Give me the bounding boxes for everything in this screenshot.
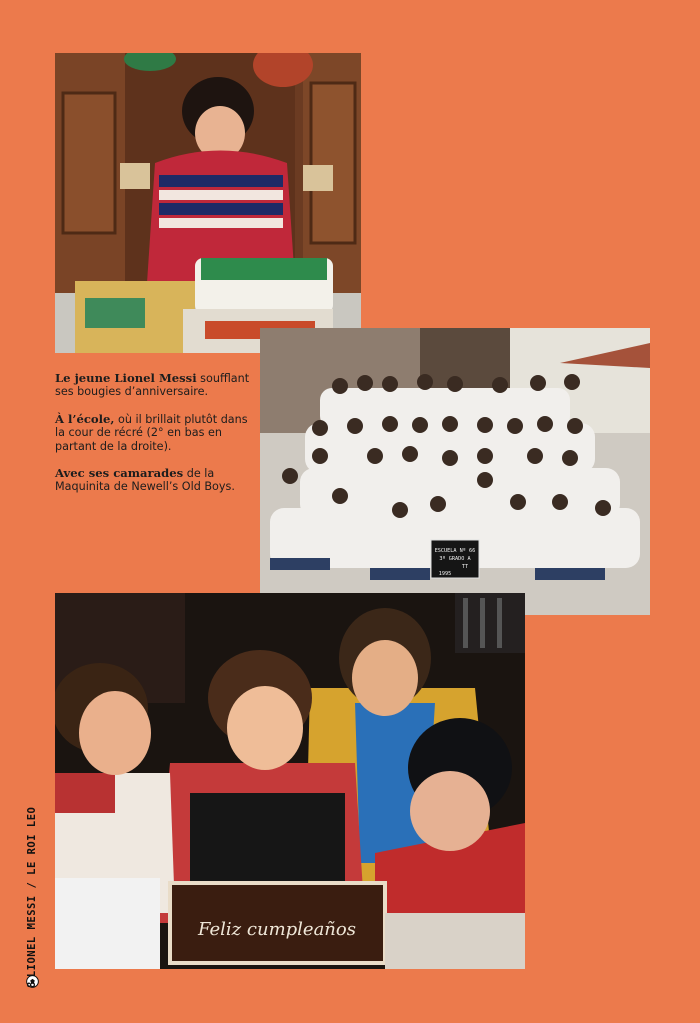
- page-folio: [26, 807, 38, 988]
- caption-school-text: où il brillait plutôt dans la cour de récré (2° en bas en partant de la droite).: [55, 412, 248, 453]
- teammates-photo-image: [55, 593, 525, 969]
- class-sign-line-4: 1995: [438, 571, 452, 577]
- birthday-photo-image: [55, 53, 361, 353]
- birthday-photo: [55, 53, 361, 353]
- caption-birthday: [55, 372, 255, 399]
- class-sign-line-1: ESCUELA Nº 66: [434, 548, 476, 554]
- class-sign-line-2: 3º GRADO A: [439, 556, 471, 562]
- caption-teammates: [55, 467, 255, 494]
- caption-birthday-text: soufflant ses bougies d’anniversaire.: [55, 372, 250, 399]
- caption-birthday-lead: Le jeune Lionel Messi: [55, 371, 197, 385]
- running-title: LIONEL MESSI / LE ROI LEO: [26, 806, 38, 978]
- caption-school: [55, 413, 255, 453]
- photo-captions: [55, 372, 255, 508]
- caption-teammates-lead: Avec ses camarades: [55, 466, 184, 481]
- cake-inscription: Feliz cumpleaños: [198, 919, 356, 940]
- teammates-photo: [55, 593, 525, 969]
- caption-teammates-text: de la Maquinita de Newell’s Old Boys.: [55, 467, 235, 494]
- school-class-photo-image: [260, 328, 650, 615]
- caption-school-lead: À l’école,: [55, 411, 115, 426]
- school-class-photo: [260, 328, 650, 615]
- class-sign-line-3: TT: [461, 564, 469, 570]
- page-number: 8: [26, 981, 38, 988]
